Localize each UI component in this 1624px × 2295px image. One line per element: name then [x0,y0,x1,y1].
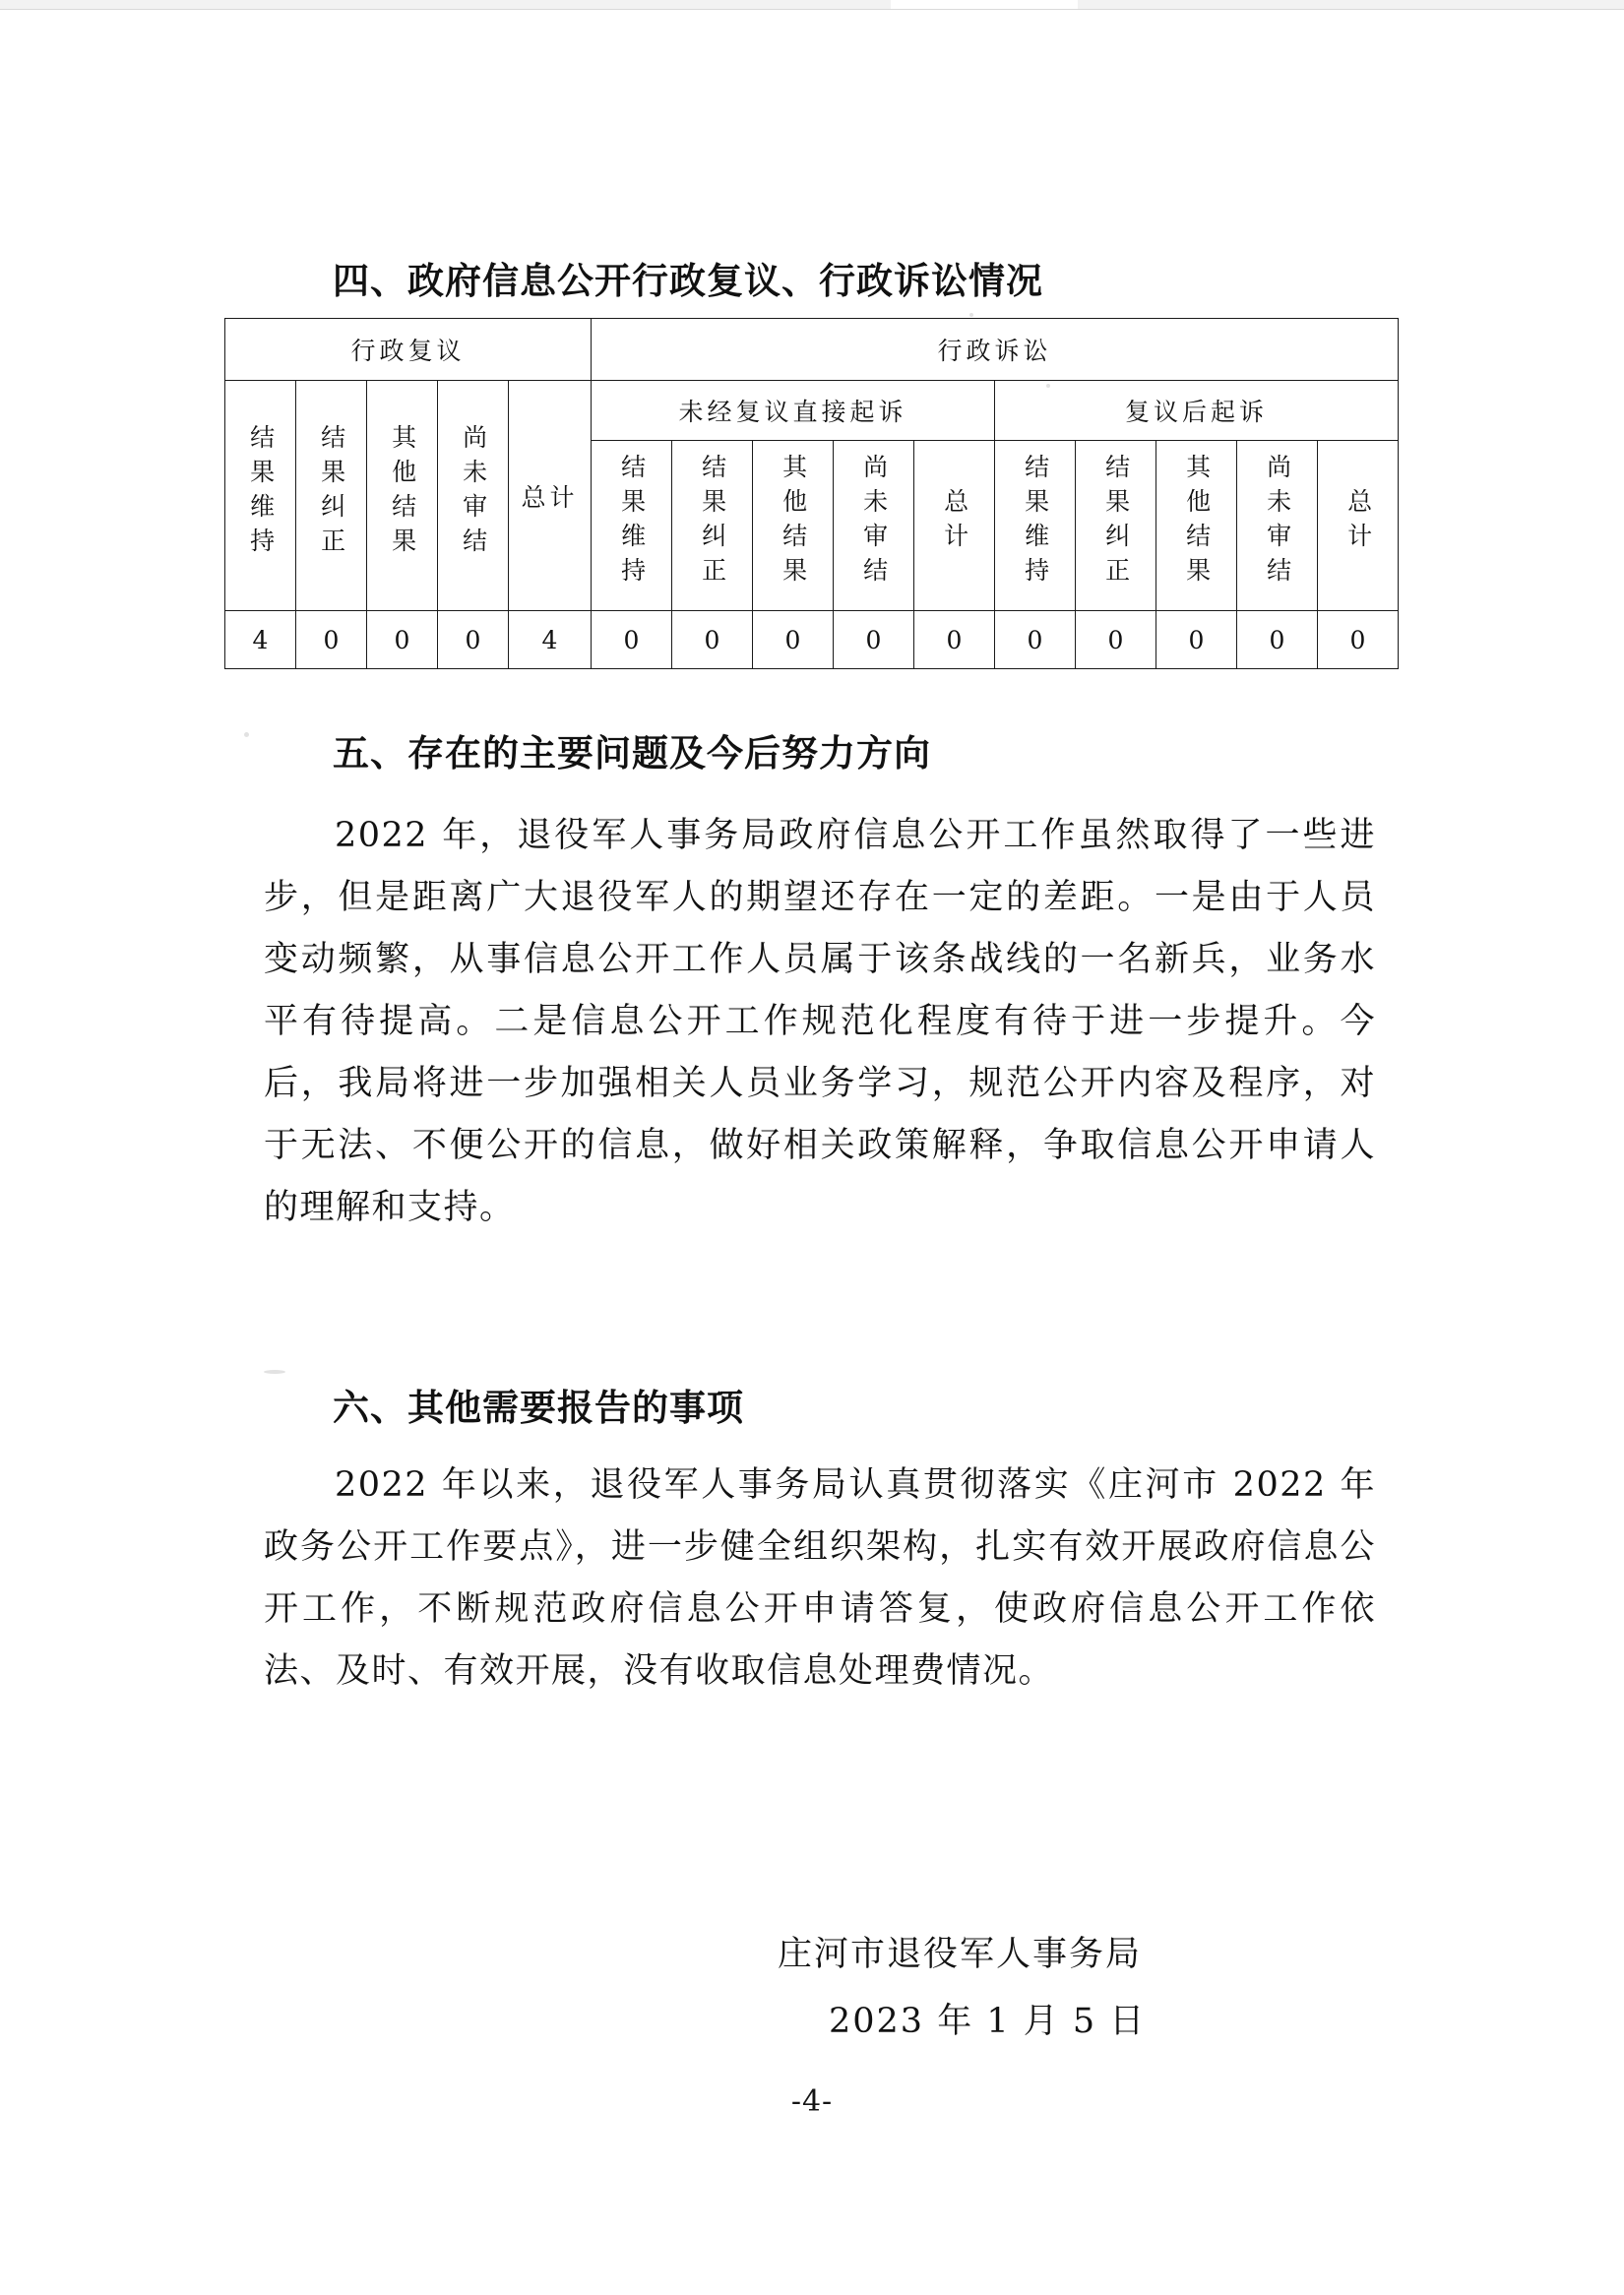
header-administrative-litigation [592,319,1399,381]
col-review-other-result-label: 其他结果 [388,423,417,562]
col-postreview-other-result-label: 其他结果 [1182,454,1212,591]
col-direct-result-upheld-label: 结果维持 [617,454,647,591]
cell-postreview-total: 0 [1318,611,1399,669]
table-group-header-row [225,319,1399,381]
col-review-result-corrected-label: 结果纠正 [317,423,346,562]
col-review-total [509,381,592,611]
col-postreview-result-corrected [1076,441,1156,611]
signature-date: 2023 年 1 月 5 日 [829,2002,1147,2041]
cell-direct-pending: 0 [834,611,914,669]
signature-organization: 庄河市退役军人事务局 [778,1935,1143,1974]
col-direct-result-corrected-label: 结果纠正 [698,454,727,591]
scan-speck [264,1370,285,1374]
cell-review-other-result: 0 [367,611,438,669]
header-post-review-litigation [995,381,1399,441]
scan-speck [969,313,973,317]
section-five-paragraph [264,805,1376,1239]
table-row [225,611,1399,669]
cell-direct-result-upheld: 0 [592,611,672,669]
section-five-heading: 五、存在的主要问题及今后努力方向 [333,732,931,775]
col-postreview-result-upheld [995,441,1076,611]
col-review-pending-label: 尚未审结 [459,423,488,562]
section-five-paragraph-text: 2022 年，退役军人事务局政府信息公开工作虽然取得了一些进步，但是距离广大退役军人的期望还存在一定的差距。一是由于人员变动频繁，从事信息公开工作人员属于该条战线的一名新兵，业务水平有待提高。二是信息公开工作规范化程度有待于进一步提升。今后，我局将进一步加强相关人员业务学习，规范公开内容及程序，对于无法、不便公开的信息，做好相关政策解释，争取信息公开申请人的理解和支持。 [264,816,1376,1227]
cell-postreview-result-corrected: 0 [1076,611,1156,669]
col-direct-result-upheld [592,441,672,611]
col-direct-other-result-label: 其他结果 [779,454,808,591]
cell-postreview-pending: 0 [1237,611,1318,669]
col-postreview-other-result [1156,441,1237,611]
cell-review-result-upheld: 4 [225,611,296,669]
col-direct-total [914,441,995,611]
header-direct-litigation-label: 未经复议直接起诉 [678,398,907,426]
cell-review-result-corrected: 0 [296,611,367,669]
scan-speck [244,732,249,737]
page-number: -4- [790,2084,834,2119]
cell-direct-total: 0 [914,611,995,669]
section-six-paragraph-text: 2022 年以来，退役军人事务局认真贯彻落实《庄河市 2022 年政务公开工作要点》，进一步健全组织架构，扎实有效开展政府信息公开工作，不断规范政府信息公开申请答复，使政府信息公开工作依法、及时、有效开展，没有收取信息处理费情况。 [264,1465,1376,1691]
col-direct-pending [834,441,914,611]
table-subgroup-header-row [225,381,1399,441]
col-review-total-label: 总计 [521,482,579,512]
cell-direct-result-corrected: 0 [672,611,753,669]
header-administrative-review-label: 行政复议 [350,337,466,365]
col-direct-other-result [753,441,834,611]
header-administrative-litigation-label: 行政诉讼 [937,337,1052,365]
col-postreview-result-upheld-label: 结果维持 [1021,454,1050,591]
signature-block [778,1921,1146,2055]
cell-postreview-result-upheld: 0 [995,611,1076,669]
section-six-paragraph [264,1455,1376,1703]
cell-review-pending: 0 [438,611,509,669]
cell-review-total: 4 [509,611,592,669]
cell-postreview-other-result: 0 [1156,611,1237,669]
review-litigation-table [224,318,1399,669]
col-review-other-result [367,381,438,611]
col-review-result-corrected [296,381,367,611]
col-review-result-upheld-label: 结果维持 [246,423,276,562]
cell-direct-other-result: 0 [753,611,834,669]
col-direct-total-label: 总计 [940,488,969,557]
col-review-result-upheld [225,381,296,611]
col-postreview-total [1318,441,1399,611]
scan-speck [1046,384,1050,388]
header-administrative-review [225,319,592,381]
col-direct-result-corrected [672,441,753,611]
section-six-heading: 六、其他需要报告的事项 [333,1387,744,1429]
col-direct-pending-label: 尚未审结 [859,454,889,591]
col-postreview-result-corrected-label: 结果纠正 [1101,454,1131,591]
col-postreview-total-label: 总计 [1343,488,1373,557]
col-postreview-pending [1237,441,1318,611]
header-direct-litigation [592,381,995,441]
col-review-pending [438,381,509,611]
header-post-review-litigation-label: 复议后起诉 [1124,398,1268,426]
section-four-heading: 四、政府信息公开行政复议、行政诉讼情况 [333,260,1043,302]
col-postreview-pending-label: 尚未审结 [1263,454,1292,591]
